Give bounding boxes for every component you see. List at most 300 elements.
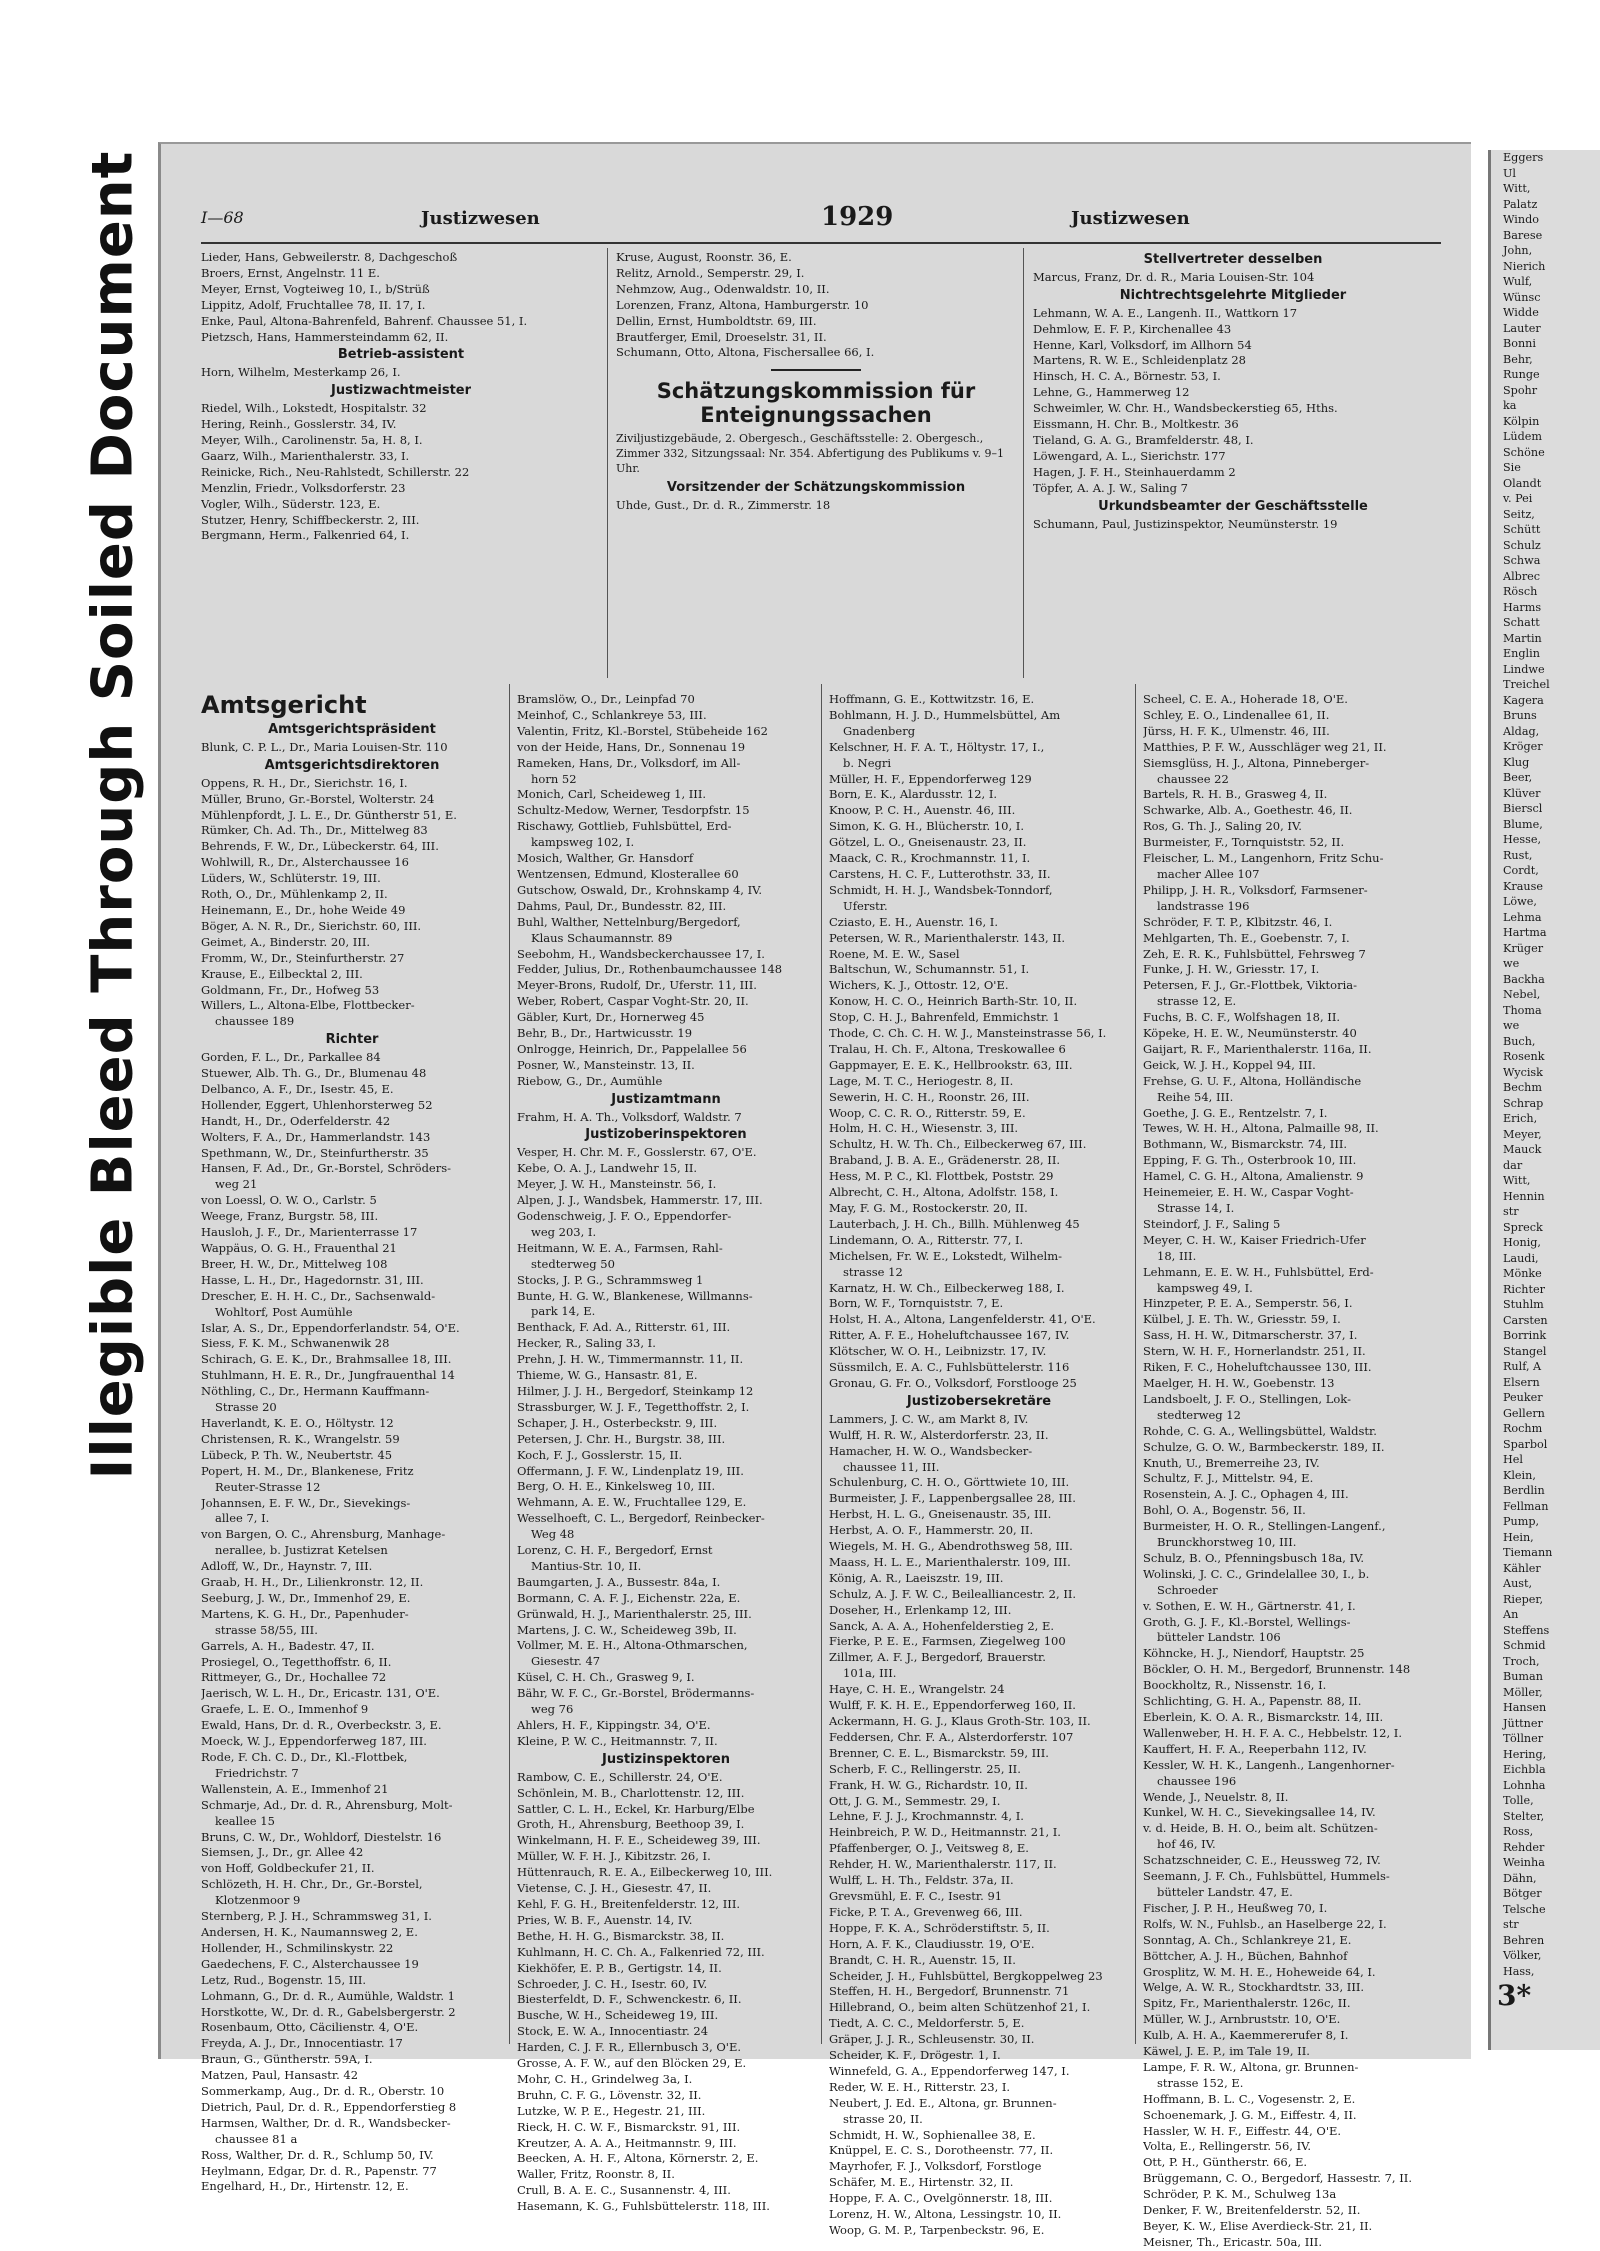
directory-entry: Mohr, C. H., Grindelweg 3a, I. [517,2071,693,2086]
directory-entry: Völker, [1503,1949,1542,1962]
directory-entry: Küsel, C. H. Ch., Grasweg 9, I. [517,1670,695,1685]
directory-entry: Stangel [1503,1344,1547,1358]
directory-entry: Buhl, Walther, Nettelnburg/Bergedorf, [517,914,741,929]
directory-entry: Knoow, P. C. H., Auenstr. 46, III. [829,803,1016,818]
directory-entry: Schley, E. O., Lindenallee 61, II. [1143,707,1330,722]
directory-entry: Brautferger, Emil, Droeselstr. 31, II. [616,329,827,344]
directory-entry: Lindemann, O. A., Ritterstr. 77, I. [829,1232,1024,1247]
directory-entry: Woop, G. M. P., Tarpenbeckstr. 96, E. [829,2223,1045,2237]
directory-entry: Hoppe, F. A. C., Ovelgönnerstr. 18, III. [829,2191,1053,2206]
directory-entry: Külbel, J. E. Th. W., Griesstr. 59, I. [1143,1312,1341,1327]
directory-entry: Ross, Walther, Dr. d. R., Schlump 50, IV. [201,2147,434,2162]
directory-entry: Wallenweber, H. H. F. A. C., Hebbelstr. 12, I. [1143,1725,1403,1740]
directory-entry: Volta, E., Rellingerstr. 56, IV. [1143,2139,1312,2154]
header-left-title: Justizwesen [421,208,540,229]
directory-entry: Strasse 20 [215,1400,277,1415]
directory-entry: Bramslöw, O., Dr., Leinpfad 70 [517,692,695,706]
directory-entry: Dahms, Paul, Dr., Bundesstr. 82, III. [517,898,727,913]
directory-entry: Blunk, C. P. L., Dr., Maria Louisen-Str. 110 [201,739,448,754]
directory-entry: Vollmer, M. E. H., Altona-Othmarschen, [517,1638,748,1653]
directory-entry: Rischawy, Gottlieb, Fuhlsbüttel, Erd- [517,819,732,834]
header-right-title: Justizwesen [1071,208,1190,229]
directory-entry: Rösch [1503,585,1538,598]
directory-entry: von Loessl, O. W. O., Carlstr. 5 [201,1193,377,1208]
directory-entry: Meyer-Brons, Rudolf, Dr., Uferstr. 11, III. [517,978,757,993]
directory-entry: Eissmann, H. Chr. B., Moltkestr. 36 [1033,417,1239,432]
entry-list [1143,692,1443,2251]
directory-entry: Hecker, R., Saling 33, I. [517,1336,656,1351]
directory-entry: Klötscher, W. O. H., Leibnizstr. 17, IV. [829,1344,1047,1359]
entry-list [201,250,601,345]
column-divider [509,684,510,2044]
directory-entry: kampsweg 102, I. [531,835,635,850]
directory-entry: Nehmzow, Aug., Odenwaldstr. 10, II. [616,281,830,296]
directory-entry: Landsboelt, J. F. O., Stellingen, Lok- [1143,1391,1351,1406]
directory-entry: Schroeder [1157,1582,1218,1597]
directory-entry: Kruse, August, Roonstr. 36, E. [616,250,792,264]
directory-entry: Klein, [1503,1468,1536,1482]
directory-entry: Rambow, C. E., Schillerstr. 24, O'E. [517,1769,723,1784]
directory-entry: chaussee 22 [1157,771,1229,786]
directory-entry: Schmidt, H. W., Sophienallee 38, E. [829,2127,1036,2142]
directory-entry: Graefe, L. E. O., Immenhof 9 [201,1702,369,1717]
directory-entry: Drescher, E. H. H. C., Dr., Sachsenwald- [201,1288,436,1303]
directory-entry: Peuker [1503,1391,1543,1404]
directory-entry: Strassburger, W. J. F., Tegetthoffstr. 2, I. [517,1399,750,1414]
directory-entry: Cziasto, E. H., Auenstr. 16, I. [829,914,998,929]
directory-entry: Lampe, F. R. W., Altona, gr. Brunnen- [1143,2059,1359,2074]
banner-text: Illegible Bleed Through Soiled Document [80,150,146,1480]
directory-entry: John, [1503,244,1533,257]
directory-entry: Hess, M. P. C., Kl. Flottbek, Poststr. 29 [829,1169,1054,1184]
directory-entry: Roth, O., Dr., Mühlenkamp 2, II. [201,887,388,902]
directory-entry: Schröder, P. K. M., Schulweg 13a [1143,2187,1337,2202]
directory-entry: Bierscl [1503,802,1543,815]
directory-entry: Blume, [1503,817,1543,831]
directory-entry: Hansen [1503,1701,1547,1714]
entry-list [201,401,601,544]
top-column-1 [201,250,601,544]
directory-entry: Frahm, H. A. Th., Volksdorf, Waldstr. 7 [517,1109,742,1124]
directory-entry: Löwengard, A. L., Sierichstr. 177 [1033,448,1226,463]
directory-entry: Hoffmann, G. E., Kottwitzstr. 16, E. [829,692,1035,706]
directory-entry: Doseher, H., Erlenkamp 12, III. [829,1602,1012,1617]
directory-entry: Krause, E., Eilbecktal 2, III. [201,966,363,981]
directory-entry: Wolters, F. A., Dr., Hammerlandstr. 143 [201,1129,431,1144]
directory-entry: Petersen, W. R., Marienthalerstr. 143, II. [829,930,1066,945]
directory-entry: Albrec [1503,569,1541,583]
directory-entry: Ficke, P. T. A., Grevenweg 66, III. [829,1904,1023,1919]
directory-entry: Gronau, G. Fr. O., Volksdorf, Forstlooge 25 [829,1375,1077,1390]
directory-entry: strasse 12, E. [1157,994,1237,1009]
directory-entry: Rieck, H. C. W. F., Bismarckstr. 91, III. [517,2119,741,2134]
directory-entry: Schäfer, M. E., Hirtenstr. 32, II. [829,2175,1014,2190]
directory-entry: Rohde, C. G. A., Wellingsbüttel, Waldstr. [1143,1423,1377,1438]
directory-entry: Martens, K. G. H., Dr., Papenhuder- [201,1606,409,1621]
directory-entry: Erich, [1503,1112,1538,1125]
directory-entry: Konow, H. C. O., Heinrich Barth-Str. 10, II. [829,994,1078,1009]
directory-entry: Schmidt, H. H. J., Wandsbek-Tonndorf, [829,882,1053,897]
directory-entry: Fierke, P. E. E., Farmsen, Ziegelweg 100 [829,1634,1066,1649]
directory-entry: Wulff, H. R. W., Alsterdorferstr. 23, II. [829,1427,1049,1442]
directory-entry: Lammers, J. C. W., am Markt 8, IV. [829,1411,1029,1426]
directory-entry: Buman [1503,1670,1543,1683]
directory-entry: Feddersen, Chr. F. A., Alsterdorferstr. 107 [829,1729,1074,1744]
directory-entry: Weg 48 [531,1527,575,1542]
directory-entry: Petersen, F. J., Gr.-Flottbek, Viktoria- [1143,978,1358,993]
directory-entry: Hein, [1503,1530,1534,1544]
directory-entry: Klug [1503,755,1530,769]
directory-entry: Karnatz, H. W. Ch., Eilbeckerweg 188, I. [829,1280,1065,1295]
directory-entry: Maass, H. L. E., Marienthalerstr. 109, III. [829,1554,1071,1569]
directory-entry: we [1503,1019,1520,1032]
directory-entry: Gappmayer, E. E. K., Hellbrookstr. 63, III. [829,1057,1073,1072]
directory-entry: Handt, H., Dr., Oderfelderstr. 42 [201,1113,391,1128]
directory-entry: Johannsen, E. F. W., Dr., Sievekings- [201,1495,411,1510]
directory-entry: Siess, F. K. M., Schwanenwik 28 [201,1336,390,1351]
directory-entry: Rehder [1503,1840,1545,1854]
directory-entry: Prosiegel, O., Tegetthoffstr. 6, II. [201,1654,392,1669]
section-heading: Richter [325,1032,379,1048]
directory-entry: v. d. Heide, B. H. O., beim alt. Schützen- [1143,1821,1378,1836]
entry-list [201,740,503,756]
directory-entry: bütteler Landstr. 47, E. [1157,1884,1293,1899]
directory-entry: Stuewer, Alb. Th. G., Dr., Blumenau 48 [201,1066,427,1081]
directory-entry: Köpeke, H. E. W., Neumünsterstr. 40 [1143,1026,1357,1041]
directory-entry: Rust, [1503,848,1533,862]
directory-entry: Lippitz, Adolf, Fruchtallee 78, II. 17, I. [201,297,426,312]
directory-entry: Wentzensen, Edmund, Klosterallee 60 [517,866,739,881]
next-page-edge [1488,150,1600,2050]
directory-entry: Meyer, C. H. W., Kaiser Friedrich-Ufer [1143,1232,1366,1247]
directory-entry: Hass, [1503,1964,1535,1978]
directory-entry: Haverlandt, K. E. O., Höltystr. 12 [201,1415,394,1430]
directory-entry: Steffens [1503,1623,1550,1637]
directory-entry: Stocks, J. P. G., Schrammsweg 1 [517,1272,704,1287]
directory-entry: Weinha [1503,1856,1545,1869]
directory-entry: Horn, A. F. K., Claudiusstr. 19, O'E. [829,1936,1035,1951]
directory-entry: strasse 152, E. [1157,2075,1244,2090]
directory-entry: Lehne, G., Hammerweg 12 [1033,385,1190,400]
main-column-2 [517,692,815,2215]
directory-entry: Hansen, F. Ad., Dr., Gr.-Borstel, Schröders- [201,1161,452,1176]
bleed-through-banner [68,150,158,1480]
directory-entry: Reinicke, Rich., Neu-Rahlstedt, Schillerstr. 22 [201,464,470,479]
directory-entry: Bruhn, C. F. G., Lövenstr. 32, II. [517,2087,702,2102]
directory-entry: Willers, L., Altona-Elbe, Flottbecker- [201,998,415,1013]
directory-entry: Lutzke, W. P. E., Hegestr. 21, III. [517,2103,706,2118]
directory-entry: Rode, F. Ch. C. D., Dr., Kl.-Flottbek, [201,1750,408,1764]
directory-entry: Herbst, A. O. F., Hammerstr. 20, II. [829,1523,1034,1538]
directory-entry: Runge [1503,368,1540,381]
directory-entry: Berdlin [1503,1484,1545,1497]
directory-entry: Witt, [1503,1174,1531,1187]
directory-entry: Schoenemark, J. G. M., Eiffestr. 4, II. [1143,2107,1357,2122]
directory-entry: Frank, H. W. G., Richardstr. 10, II. [829,1777,1028,1792]
directory-entry: Posner, W., Mansteinstr. 13, II. [517,1057,695,1072]
directory-entry: Rochm [1503,1422,1543,1435]
directory-entry: Pfaffenberger, O. J., Veitsweg 8, E. [829,1841,1029,1856]
entry-list [517,692,815,1090]
directory-entry: Klotzenmoor 9 [215,1893,301,1908]
entry-list [201,776,503,1031]
directory-entry: Schmid [1503,1639,1546,1652]
directory-entry: Schwa [1503,554,1541,567]
directory-entry: Koch, F. J., Gosslerstr. 15, II. [517,1447,683,1462]
page-header [201,202,1441,236]
section-heading: Justizoberinspektoren [585,1127,747,1143]
directory-entry: Knuth, U., Bremerreihe 23, IV. [1143,1455,1320,1470]
section-heading: Amtsgerichtsdirektoren [264,757,440,773]
directory-entry: Schulz, B. O., Pfenningsbusch 18a, IV. [1143,1550,1365,1565]
directory-entry: Neubert, J. Ed. E., Altona, gr. Brunnen- [829,2095,1057,2110]
directory-entry: Bunte, H. G. W., Blankenese, Willmanns- [517,1288,753,1303]
directory-entry: Lüders, W., Schlüterstr. 19, III. [201,871,381,886]
directory-entry: Hinsch, H. C. A., Börnestr. 53, I. [1033,369,1221,384]
directory-entry: Schmarje, Ad., Dr. d. R., Ahrensburg, Molt- [201,1797,453,1812]
directory-entry: Gutschow, Oswald, Dr., Krohnskamp 4, IV. [517,882,763,897]
directory-entry: Steindorf, J. F., Saling 5 [1143,1216,1281,1231]
directory-entry: Tolle, [1503,1794,1534,1807]
directory-entry: Mehlgarten, Th. E., Goebenstr. 7, I. [1143,930,1350,945]
directory-entry: Wünsc [1503,290,1541,304]
directory-entry: Seemann, J. F. Ch., Fuhlsbüttel, Hummels- [1143,1869,1390,1884]
directory-entry: Roene, M. E. W., Sasel [829,946,960,961]
directory-entry: Siemsen, J., Dr., gr. Allee 42 [201,1845,364,1860]
directory-entry: Ahlers, H. F., Kippingstr. 34, O'E. [517,1718,711,1732]
directory-entry: Onlrogge, Heinrich, Dr., Pappelallee 56 [517,1041,747,1056]
directory-entry: Rieper, [1503,1592,1544,1606]
directory-entry: Fischer, J. P. H., Heußweg 70, I. [1143,1900,1328,1915]
directory-entry: Weege, Franz, Burgstr. 58, III. [201,1209,379,1224]
directory-entry: Mayrhofer, F. J., Volksdorf, Forstloge [829,2159,1042,2174]
directory-entry: Letz, Rud., Bogenstr. 15, III. [201,1972,367,1987]
directory-entry: Delbanco, A. F., Dr., Isestr. 45, E. [201,1081,394,1096]
column-divider [1135,684,1136,2044]
header-year: 1929 [821,202,894,232]
entry-list [616,498,1016,514]
directory-entry: Hinzpeter, P. E. A., Semperstr. 56, I. [1143,1296,1353,1311]
directory-entry: we [1503,957,1520,970]
directory-entry: Schulenburg, C. H. O., Görttwiete 10, III. [829,1475,1070,1490]
directory-entry: Behren [1503,1933,1545,1947]
directory-entry: Burmeister, F., Tornquiststr. 52, II. [1143,835,1345,850]
directory-entry: Cordt, [1503,864,1539,877]
directory-entry: Lehmann, E. E. W. H., Fuhlsbüttel, Erd- [1143,1264,1374,1279]
entry-list [201,1050,503,2195]
directory-entry: Sanck, A. A. A., Hohenfelderstieg 2, E. [829,1618,1055,1633]
directory-entry: Stutzer, Henry, Schiffbeckerstr. 2, III. [201,512,420,527]
directory-entry: Bähr, W. F. C., Gr.-Borstel, Brödermanns- [517,1686,755,1701]
directory-entry: Maelger, H. H. W., Goebenstr. 13 [1143,1375,1335,1390]
directory-entry: Schönlein, M. B., Charlottenstr. 12, III. [517,1785,745,1800]
directory-entry: Buch, [1503,1034,1536,1048]
directory-entry: Kulb, A. H. A., Kaemmererufer 8, I. [1143,2028,1349,2043]
directory-entry: Richter [1503,1282,1545,1296]
directory-entry: horn 52 [531,771,577,786]
directory-entry: Jüttner [1503,1716,1543,1730]
directory-entry: Schultz, H. W. Th. Ch., Eilbeckerweg 67, III. [829,1137,1087,1152]
directory-entry: Winkelmann, H. F. E., Scheideweg 39, III. [517,1833,761,1848]
directory-entry: Gräper, J. J. R., Schleusenstr. 30, II. [829,2032,1035,2047]
directory-entry: Wolinski, J. C. C., Grindelallee 30, I., b. [1143,1566,1370,1581]
directory-entry: Gaarz, Wilh., Marienthalerstr. 33, I. [201,448,410,463]
directory-entry: Benthack, F. Ad. A., Ritterstr. 61, III. [517,1320,731,1335]
directory-entry: Fromm, W., Dr., Steinfurtherstr. 27 [201,950,405,965]
directory-entry: Horstkotte, W., Dr. d. R., Gabelsbergerstr. 2 [201,2004,456,2019]
directory-entry: Töpfer, A. A. J. W., Saling 7 [1033,480,1188,495]
directory-entry: Schwarke, Alb. A., Goethestr. 46, II. [1143,803,1353,818]
directory-entry: stedterweg 50 [531,1256,615,1271]
directory-entry: Berg, O. H. E., Kinkelsweg 10, III. [517,1479,716,1494]
directory-entry: Behr, [1503,352,1533,366]
directory-entry: Laudi, [1503,1251,1539,1265]
directory-entry: Windo [1503,213,1539,226]
directory-entry: Kehl, F. G. H., Breitenfelderstr. 12, III. [517,1896,741,1911]
directory-entry: Schatt [1503,616,1540,629]
directory-entry: Kagera [1503,693,1544,707]
section-heading: Betrieb-assistent [337,347,465,363]
directory-entry: Seeburg, J. W., Dr., Immenhof 29, E. [201,1590,411,1605]
directory-entry: Wehmann, A. E. W., Fruchtallee 129, E. [517,1495,747,1510]
directory-entry: Hamacher, H. W. O., Wandsbecker- [829,1443,1033,1458]
directory-entry: Rehder, H. W., Marienthalerstr. 117, II. [829,1857,1057,1872]
directory-entry: Stern, W. H. F., Hornerlandstr. 251, II. [1143,1344,1366,1359]
directory-entry: Mühlenpfordt, J. L. E., Dr. Güntherstr 51, E. [201,807,457,822]
directory-entry: Kröger [1503,740,1543,753]
directory-entry: Crull, B. A. E. C., Susannenstr. 4, III. [517,2183,731,2198]
directory-entry: Sie [1503,461,1521,474]
directory-entry: Harmsen, Walther, Dr. d. R., Wandsbecker- [201,2115,451,2130]
directory-entry: Relitz, Arnold., Semperstr. 29, I. [616,265,805,280]
section-heading: Amtsgerichtspräsident [268,722,436,737]
directory-entry: Heitmann, W. E. A., Farmsen, Rahl- [517,1240,723,1255]
section-heading: Nichtrechtsgelehrte Mitglieder [1119,287,1347,303]
directory-entry: Müller, W. F. H. J., Kibitzstr. 26, I. [517,1849,711,1864]
directory-entry: Hel [1503,1453,1523,1466]
directory-entry: Scheider, K. F., Drögestr. 1, I. [829,2048,1001,2063]
directory-entry: Stock, E. W. A., Innocentiastr. 24 [517,2024,709,2039]
directory-entry: Klaus Schaumannstr. 89 [531,930,673,945]
directory-entry: Godenschweig, J. F. O., Eppendorfer- [517,1209,732,1223]
directory-entry: Kessler, W. H. K., Langenh., Langenhorner- [1143,1757,1395,1772]
directory-entry: Lorenzen, Franz, Altona, Hamburgerstr. 10 [616,297,869,312]
directory-entry: May, F. G. M., Rostockerstr. 20, II. [829,1201,1028,1215]
page-number: I—68 [201,208,244,227]
directory-entry: macher Allee 107 [1157,866,1260,881]
directory-entry: Witt, [1503,182,1531,195]
directory-entry: Bonni [1503,337,1536,350]
directory-entry: Spitz, Fr., Marienthalerstr. 126c, II. [1143,1996,1351,2011]
directory-entry: chaussee 196 [1157,1773,1237,1788]
directory-entry: Bartels, R. H. B., Grasweg 4, II. [1143,787,1328,802]
directory-entry: Zillmer, A. F. J., Bergedorf, Brauerstr. [829,1650,1046,1665]
directory-entry: Heinemann, E., Dr., hohe Weide 49 [201,902,406,917]
directory-entry: Ros, G. Th. J., Saling 20, IV. [1143,819,1302,834]
directory-entry: Moeck, W. J., Eppendorferweg 187, III. [201,1734,427,1749]
directory-entry: Pries, W. B. F., Auenstr. 14, IV. [517,1912,693,1927]
directory-entry: Martin [1503,631,1542,645]
directory-entry: Stelter, [1503,1809,1545,1823]
directory-entry: Alpen, J. J., Wandsbek, Hammerstr. 17, III. [517,1193,763,1208]
directory-entry: Horn, Wilhelm, Mesterkamp 26, I. [201,365,401,380]
directory-entry: keallee 15 [215,1813,275,1828]
directory-entry: Vogler, Wilh., Süderstr. 123, E. [201,496,381,511]
directory-entry: Schaper, J. H., Osterbeckstr. 9, III. [517,1415,718,1430]
directory-entry: stedterweg 12 [1157,1407,1241,1422]
directory-entry: weg 21 [215,1177,258,1192]
directory-entry: Matthies, P. F. W., Ausschläger weg 21, II. [1143,739,1387,754]
directory-entry: Schroeder, J. C. H., Isestr. 60, IV. [517,1976,708,1991]
directory-entry: Schumann, Paul, Justizinspektor, Neumünsterstr. 19 [1033,516,1338,531]
directory-entry: Brandt, C. H. R., Auenstr. 15, II. [829,1952,1016,1967]
directory-entry: Schulz, A. J. F. W. C., Beilealliancestr. 2, II. [829,1586,1077,1601]
directory-entry: von der Heide, Hans, Dr., Sonnenau 19 [517,739,746,754]
entry-list [201,365,601,381]
directory-entry: Wappäus, O. G. H., Frauenthal 21 [201,1241,397,1255]
directory-entry: Schröder, F. T. P., Klbitzstr. 46, I. [1143,914,1333,929]
directory-entry: Bruns [1503,709,1537,722]
directory-entry: Sattler, C. L. H., Eckel, Kr. Harburg/Elbe [517,1801,755,1816]
directory-entry: Garrels, A. H., Badestr. 47, II. [201,1638,375,1653]
commission-note: Ziviljustizgebäude, 2. Obergesch., Geschäftsstelle: 2. Obergesch., Zimmer 332, Sitzungssaal: Nr. 354. Abfertigung des Publikums v. 9–1 Uhr. [616,432,1005,476]
directory-entry: Wallenstein, A. E., Immenhof 21 [201,1781,389,1796]
directory-entry: Spohr [1503,383,1538,397]
directory-entry: Hollender, Eggert, Uhlenhorsterweg 52 [201,1097,433,1112]
directory-entry: Herbst, H. L. G., Gneisenaustr. 35, III. [829,1507,1052,1522]
directory-entry: Michelsen, Fr. W. E., Lokstedt, Wilhelm- [829,1248,1063,1263]
directory-entry: Albrecht, C. H., Altona, Adolfstr. 158, I. [829,1185,1059,1200]
directory-entry: Holst, H. A., Altona, Langenfelderstr. 41, O'E. [829,1312,1096,1327]
directory-entry: Graab, H. H., Dr., Lilienkronstr. 12, II. [201,1575,424,1590]
directory-entry: ka [1503,399,1517,412]
directory-entry: Lieder, Hans, Gebweilerstr. 8, Dachgeschoß [201,250,458,264]
directory-entry: Bothmann, W., Bismarckstr. 74, III. [1143,1137,1348,1152]
directory-entry: Engelhard, H., Dr., Hirtenstr. 12, E. [201,2179,409,2194]
directory-entry: Jürss, H. F. K., Ulmenstr. 46, III. [1143,723,1330,738]
directory-entry: Lehne, F. J. J., Krochmannstr. 4, I. [829,1809,1024,1824]
directory-entry: Beecken, A. H. F., Altona, Körnerstr. 2, E. [517,2151,759,2166]
column-divider [607,248,608,678]
directory-entry: Barese [1503,228,1543,242]
directory-entry: Grosse, A. F. W., auf den Blöcken 29, E. [517,2056,747,2071]
directory-entry: An [1503,1608,1519,1621]
directory-entry: Riebow, G., Dr., Aumühle [517,1073,663,1088]
directory-entry: Mauck [1503,1143,1542,1156]
directory-entry: Spreck [1503,1220,1543,1234]
column-divider [1023,248,1024,678]
directory-entry: Schulze, G. O. W., Barmbeckerstr. 189, II. [1143,1439,1385,1454]
directory-entry: Carsten [1503,1313,1548,1327]
directory-entry: Welge, A. W. R., Stockhardtstr. 33, III. [1143,1980,1365,1995]
directory-entry: Lage, M. T. C., Heriogestr. 8, II. [829,1073,1014,1088]
directory-entry: Meyer, Wilh., Carolinenstr. 5a, H. 8, I. [201,432,423,447]
directory-entry: Mosich, Walther, Gr. Hansdorf [517,851,694,866]
directory-entry: Bethe, H. H. G., Bismarckstr. 38, II. [517,1928,725,1943]
directory-entry: Sonntag, A. Ch., Schlankreye 21, E. [1143,1932,1352,1947]
directory-entry: Thieme, W. G., Hansastr. 81, E. [517,1368,698,1383]
directory-entry: Fuchs, B. C. F., Wolfshagen 18, II. [1143,1010,1341,1025]
directory-entry: Ott, J. G. M., Semmestr. 29, I. [829,1793,1001,1808]
main-column-3 [829,692,1129,2239]
directory-entry: Meyer, [1503,1127,1542,1141]
directory-entry: Ross, [1503,1825,1534,1838]
directory-entry: Jaerisch, W. L. H., Dr., Ericastr. 131, O'E. [201,1686,440,1701]
directory-entry: Seebohm, H., Wandsbeckerchaussee 17, I. [517,946,765,961]
directory-entry: Vietense, C. J. H., Giesestr. 47, II. [517,1881,712,1896]
directory-entry: Offermann, J. F. W., Lindenplatz 19, III. [517,1463,744,1478]
directory-entry: Böger, A. N. R., Dr., Sierichstr. 60, III. [201,918,422,933]
